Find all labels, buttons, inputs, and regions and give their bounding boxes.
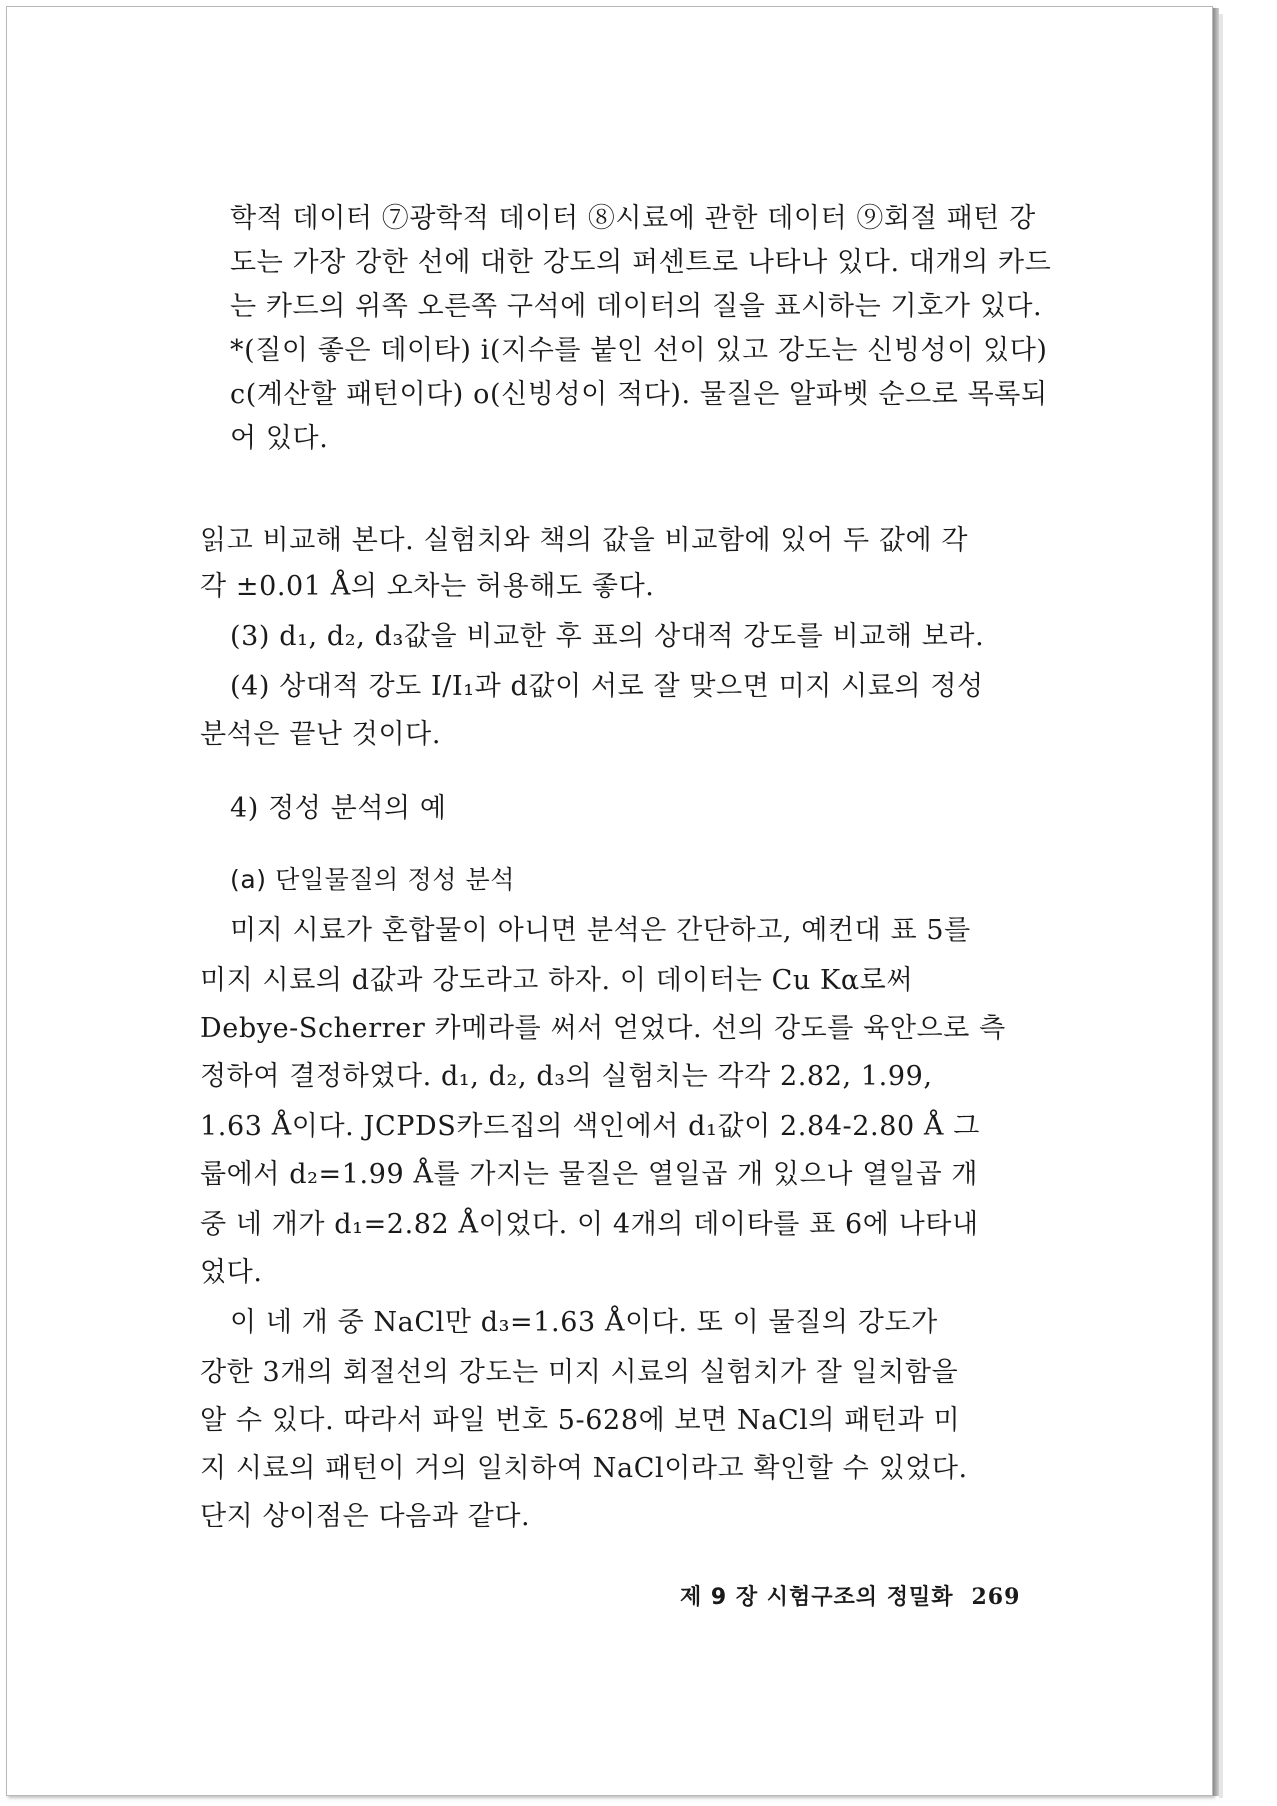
paragraph4-line-4: 지 시료의 패턴이 거의 일치하여 NaCl이라고 확인할 수 있었다. (200, 1453, 968, 1484)
paragraph1-line-2: 도는 가장 강한 선에 대한 강도의 퍼센트로 나타나 있다. 대개의 카드 (230, 247, 1052, 278)
paragraph1-line-5: c(계산할 패턴이다) o(신빙성이 적다). 물질은 알파벳 순으로 목록되 (230, 379, 1048, 410)
paragraph3-line-6: 룹에서 d₂=1.99 Å를 가지는 물질은 열일곱 개 있으나 열일곱 개 (200, 1159, 979, 1190)
paragraph1-line-4: *(질이 좋은 데이타) i(지수를 붙인 선이 있고 강도는 신빙성이 있다) (230, 335, 1048, 366)
paragraph3-line-4: 정하여 결정하였다. d₁, d₂, d₃의 실험치는 각각 2.82, 1.99, (200, 1061, 933, 1092)
paragraph3-line-2: 미지 시료의 d값과 강도라고 하자. 이 데이터는 Cu Kα로써 (200, 965, 914, 996)
paragraph3-line-5: 1.63 Å이다. JCPDS카드집의 색인에서 d₁값이 2.84-2.80 Å 그 (200, 1111, 980, 1142)
footer-chapter: 제 9 장 시험구조의 정밀화 (680, 1585, 954, 1610)
paragraph4-line-2: 강한 3개의 회절선의 강도는 미지 시료의 실험치가 잘 일치함을 (200, 1357, 959, 1388)
page-footer (680, 1580, 1020, 1611)
paragraph3-line-1: 미지 시료가 혼합물이 아니면 분석은 간단하고, 예컨대 표 5를 (230, 915, 971, 946)
step4-line-1: (4) 상대적 강도 I/I₁과 d값이 서로 잘 맞으면 미지 시료의 정성 (230, 671, 984, 702)
subsection-heading: (a) 단일물질의 정성 분석 (230, 865, 516, 894)
paragraph3-line-7: 중 네 개가 d₁=2.82 Å이었다. 이 4개의 데이타를 표 6에 나타내 (200, 1209, 979, 1240)
page-edge-highlight (1219, 14, 1223, 1798)
paragraph4-line-5: 단지 상이점은 다음과 같다. (200, 1501, 531, 1532)
paragraph2-line-2: 각 ±0.01 Å의 오차는 허용해도 좋다. (200, 571, 655, 602)
paragraph3-line-3: Debye-Scherrer 카메라를 써서 얻었다. 선의 강도를 육안으로 측 (200, 1013, 1006, 1044)
paragraph4-line-3: 알 수 있다. 따라서 파일 번호 5-628에 보면 NaCl의 패턴과 미 (200, 1405, 961, 1436)
page-number: 269 (971, 1584, 1021, 1610)
paragraph2-line-1: 읽고 비교해 본다. 실험치와 책의 값을 비교함에 있어 두 값에 각 (200, 525, 969, 556)
step4-line-2: 분석은 끝난 것이다. (200, 719, 442, 750)
paragraph4-line-1: 이 네 개 중 NaCl만 d₃=1.63 Å이다. 또 이 물질의 강도가 (230, 1307, 938, 1338)
paragraph1-line-3: 는 카드의 위쪽 오른쪽 구석에 데이터의 질을 표시하는 기호가 있다. (230, 291, 1043, 322)
paragraph1-line-6: 어 있다. (230, 423, 329, 454)
section-heading: 4) 정성 분석의 예 (230, 793, 447, 824)
step3-line: (3) d₁, d₂, d₃값을 비교한 후 표의 상대적 강도를 비교해 보라. (230, 621, 985, 652)
paragraph1-line-1: 학적 데이터 ⑦광학적 데이터 ⑧시료에 관한 데이터 ⑨회절 패턴 강 (230, 203, 1036, 234)
paragraph3-line-8: 었다. (200, 1257, 263, 1288)
